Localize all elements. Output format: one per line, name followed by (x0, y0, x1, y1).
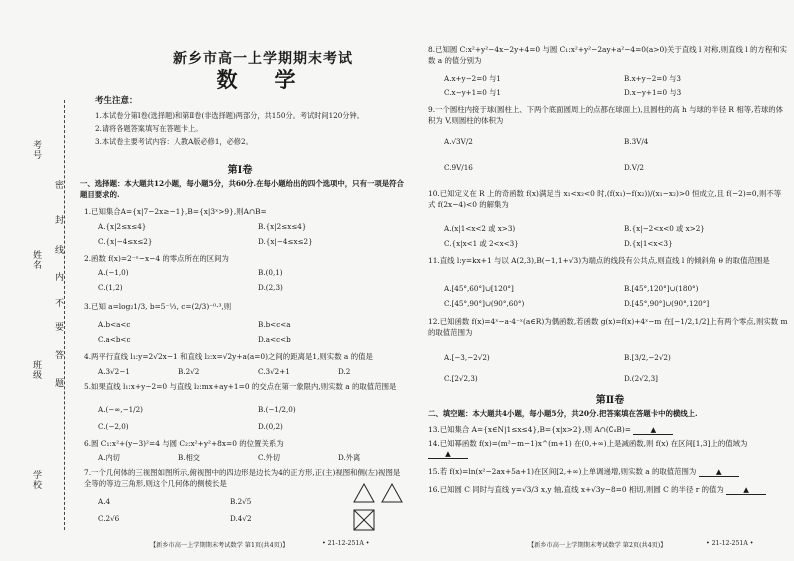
question-12-option-c: C.[2√2,3) (444, 374, 478, 383)
question-5-option-d: D.(0,2) (258, 422, 283, 431)
question-9-option-d: D.V/2 (624, 163, 644, 172)
question-8-option-c: C.x−y+1=0 与1 (444, 88, 501, 97)
question-6-option-b: B.相交 (178, 453, 200, 462)
notice-item: 1.本试卷分第Ⅰ卷(选择题)和第Ⅱ卷(非选择题)两部分，共150分。考试时间120分钟。 (95, 111, 364, 120)
question-12-stem: 12.已知函数 f(x)=4ˣ−a·4⁻ˣ(a∈R)为偶函数,若函数 g(x)=f(x)+4ˣ−m 在[−1/2,1/2]上有两个零点,则实数 m 的取值范围为 (428, 317, 788, 337)
question-9-option-b: B.3V/4 (624, 137, 649, 146)
question-8-option-a: A.x+y−2=0 与1 (444, 74, 501, 83)
question-12-option-a: A.[−3,−2√2) (444, 353, 490, 362)
question-16-stem: 16.已知圆 C 同时与直线 y=√3/3 x,y 轴,直线 x+√3y−8=0 相切,则圆 C 的半径 r 的值为 (428, 485, 724, 494)
exam-subject: 数 学 (216, 67, 304, 92)
question-8-option-b: B.x+y−2=0 与3 (624, 74, 681, 83)
question-10-option-b: B.{x|−2<x<0 或 x>2} (624, 224, 705, 233)
answer-blank: ▲ (633, 425, 673, 435)
question-7-option-a: A.4 (98, 497, 111, 506)
question-10-option-a: A.(x|1<x<2 或 x>3) (444, 224, 516, 233)
seal-char: 题 (53, 378, 63, 388)
seal-line (64, 100, 65, 530)
question-3-stem: 3.已知 a=log₂1/3, b=5⁻⅓, c=(2/3)⁻⁰·³,则 (84, 302, 232, 311)
question-6-option-a: A.内切 (98, 453, 120, 462)
question-2-option-b: B.(0,1) (258, 268, 283, 277)
question-11-option-b: B.[45°,120°]∪(180°) (624, 284, 699, 293)
question-3-option-d: D.a<c<b (258, 335, 291, 344)
exam-title: 新乡市高一上学期期末考试 (173, 51, 353, 67)
side-view-triangle (382, 484, 402, 502)
notice-item: 3.本试卷主要考试内容：人教A版必修1，必修2。 (95, 137, 253, 146)
question-11-option-a: A.[45°,60°]∪[120°] (444, 284, 514, 293)
footer-right-page: 【新乡市高一上学期期末考试数学 第2页(共4页)】 (528, 542, 667, 549)
question-1-stem: 1.已知集合A={x|7−2x≥−1},B={x|3ˣ>9},则A∩B= (84, 207, 267, 216)
question-12-option-d: D.(2√2,3] (624, 374, 658, 383)
question-4-option-c: C.3√2+1 (258, 367, 290, 376)
question-12-option-b: B.[3/2,−2√2) (624, 353, 671, 362)
question-13-stem: 13.已知集合 A={x∈N|1≤x≤4},B={x|x>2},则 A∩(∁ᵤB)= (428, 425, 631, 434)
question-7-option-c: C.2√6 (98, 514, 120, 523)
seal-char: 答 (53, 350, 63, 360)
answer-blank: ▲ (428, 449, 468, 459)
question-13 (428, 424, 788, 435)
question-4-option-d: D.2 (338, 367, 351, 376)
question-6-option-c: C.外切 (258, 453, 280, 462)
question-4-option-b: B.2√2 (178, 367, 200, 376)
question-10-option-c: C.{x|x<1 或 2<x<3} (444, 239, 519, 248)
three-view-figure (352, 482, 404, 536)
question-3-option-c: C.a<b<c (98, 335, 131, 344)
question-2-option-c: C.(1,2) (98, 283, 123, 292)
question-1-option-a: A.{x|2≤x≤4} (98, 222, 147, 231)
answer-blank: ▲ (726, 485, 766, 495)
footer-left-code: • 21-12-251A • (322, 540, 370, 547)
question-10-stem: 10.已知定义在 R 上的奇函数 f(x)满足当 x₁<x₂<0 时,(f(x₁)−f(x₂))/(x₁−x₂)>0 恒成立,且 f(−2)=0,则不等式 f(2x−4)<0 的解集为 (428, 189, 782, 209)
label-exam-no: 考号 (31, 140, 41, 160)
question-6-stem: 6.圆 C₁:x²+(y−3)²=4 与圆 C₂:x²+y²+8x=0 的位置关系为 (84, 439, 284, 448)
question-3-option-b: B.b<c<a (258, 320, 291, 329)
front-view-triangle (354, 484, 374, 502)
question-11-option-c: C.[45°,90°]∪(90°,60°) (444, 299, 525, 308)
part2-title: 第Ⅱ卷 (595, 395, 625, 406)
seal-char: 线 (53, 245, 63, 255)
question-1-option-d: D.{x|−4≤x≤2} (258, 237, 313, 246)
question-2-option-d: D.(2,3) (258, 283, 283, 292)
notice-item: 2.请将各题答案填写在答题卡上。 (95, 124, 203, 133)
question-1-option-c: C.{x|−4≤x≤2} (98, 237, 153, 246)
question-7-option-b: B.2√5 (230, 497, 252, 506)
question-11-stem: 11.直线 l:y=kx+1 与以 A(2,3),B(−1,1+√3)为端点的线段有公共点,则直线 l 的倾斜角 θ 的取值范围是 (428, 256, 770, 265)
question-1-option-b: B.{x|2≤x≤4} (258, 222, 307, 231)
part1-title: 第Ⅰ卷 (227, 165, 253, 176)
answer-blank: ▲ (699, 467, 739, 477)
question-9-option-c: C.9V/16 (444, 163, 473, 172)
question-9-option-a: A.√3V/2 (444, 137, 473, 146)
seal-char: 要 (53, 322, 63, 332)
question-10-option-d: D.{x|1<x<3} (624, 239, 673, 248)
part2-instruction: 二、填空题：本大题共4小题，每小题5分，共20分.把答案填在答题卡中的横线上. (428, 409, 698, 418)
question-4-option-a: A.3√2−1 (98, 367, 130, 376)
seal-char: 内 (53, 272, 63, 282)
seal-char: 封 (53, 215, 63, 225)
footer-left-page: 【新乡市高一上学期期末考试数学 第1页(共4页)】 (150, 542, 289, 549)
part1-instruction: 一、选择题：本大题共12小题，每小题5分，共60分.在每小题给出的四个选项中，只有一项是符合题目要求的. (80, 179, 404, 199)
question-15-stem: 15.若 f(x)=ln(x²−2ax+5a+1)在区间[2,+∞)上单调递增,则实数 a 的取值范围为 (428, 467, 697, 476)
question-2-option-a: A.(−1,0) (98, 268, 129, 277)
question-5-stem: 5.如果直线 l₁:x+y−2=0 与直线 l₂:mx+ay+1=0 的交点在第一象限内,则实数 a 的取值范围是 (84, 382, 397, 391)
footer-right-code: • 21-12-251A • (706, 540, 754, 547)
label-class: 班级 (31, 360, 41, 380)
question-4-stem: 4.两平行直线 l₁:y=2√2x−1 和直线 l₂:x=√2y+a(a=0)之间的距离是1,则实数 a 的值是 (84, 352, 373, 361)
question-7-option-d: D.4√2 (230, 514, 252, 523)
seal-char: 不 (53, 298, 63, 308)
question-6-option-d: D.外离 (338, 453, 361, 462)
question-5-option-c: C.(−2,0) (98, 422, 129, 431)
question-14-stem: 14.已知幂函数 f(x)=(m²−m−1)x^(m+1) 在(0,+∞)上是减函数,则 f(x) 在区间[1,3]上的值域为 (428, 439, 748, 448)
question-8-stem: 8.已知圆 C:x²+y²−4x−2y+4=0 与圆 C₁:x²+y²−2ay+a²−4=0(a>0)关于直线 l 对称,则直线 l 的方程和实数 a 的值分别为 (428, 45, 787, 65)
question-3-option-a: A.b<a<c (98, 320, 131, 329)
label-school: 学校 (31, 470, 41, 490)
question-8-option-d: D.x−y+1=0 与3 (624, 88, 682, 97)
question-9-stem: 9.一个圆柱内接于球(圆柱上、下两个底面圆周上的点都在球面上),且圆柱的高 h 与球的半径 R 相等,若球的体积为 V,则圆柱的体积为 (428, 105, 784, 125)
notice-title: 考生注意： (95, 96, 138, 106)
question-7-stem: 7.一个几何体的三视图如图所示,俯视图中的四边形是边长为4的正方形,正(主)视图和侧(左)视图是全等的等边三角形,则这个几何体的侧棱长是 (84, 468, 401, 488)
question-14 (428, 438, 788, 459)
candidate-notice (95, 94, 415, 150)
question-2-stem: 2.函数 f(x)=2⁻ˣ−x−4 的零点所在的区间为 (84, 254, 229, 263)
question-5-option-b: B.(−1/2,0) (258, 405, 296, 414)
question-11-option-d: D.[45°,90°]∪(90°,120°] (624, 299, 710, 308)
question-15 (428, 466, 788, 477)
question-5-option-a: A.(−∞,−1/2) (98, 405, 143, 414)
question-16 (428, 484, 788, 495)
label-name: 姓名 (31, 250, 41, 270)
seal-char: 密 (53, 180, 63, 190)
